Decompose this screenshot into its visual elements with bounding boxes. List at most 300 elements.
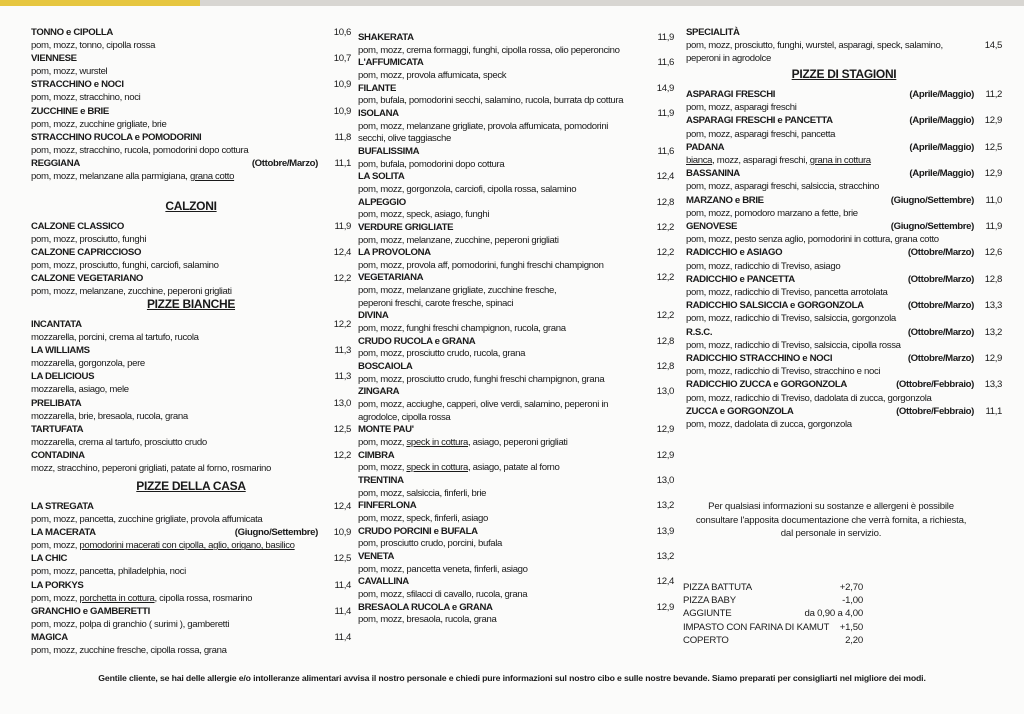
item-price: 10,7: [333, 53, 351, 65]
item-name: RADICCHIO SALSICCIA e GORGONZOLA: [686, 300, 864, 312]
item-price: 11,3: [334, 345, 351, 357]
item-header: [686, 405, 1002, 418]
item-description: [31, 436, 351, 449]
menu-item: [686, 352, 1002, 378]
extra-price: 2,20: [845, 634, 863, 646]
item-name: DIVINA: [358, 310, 389, 322]
item-season: (Aprile/Maggio): [909, 89, 974, 100]
item-header: [686, 88, 1002, 101]
description-underlined: bianca: [686, 155, 713, 167]
item-price: 12,2: [333, 319, 351, 330]
item-header: [31, 526, 351, 539]
item-name: LA SOLITA: [358, 171, 405, 183]
description-text: pom, mozz, salsiccia, finferli, brie: [358, 487, 487, 499]
description-text: pom, mozz, pancetta, zucchine grigliate, provola affumicata: [31, 514, 263, 526]
menu-item: [358, 108, 674, 146]
description-text: pom, mozz,: [31, 592, 80, 604]
item-name: BASSANINA: [686, 168, 740, 180]
item-name: GENOVESE: [686, 221, 738, 233]
item-name: LA CHIC: [31, 553, 68, 565]
menu-section: [31, 26, 351, 183]
item-price: 10,9: [333, 79, 351, 91]
description-text: pom, mozz, radicchio di Treviso, pancetta arrotolata: [686, 287, 888, 299]
item-season: (Ottobre/Marzo): [907, 353, 974, 365]
item-name: CRUDO RUCOLA e GRANA: [358, 335, 476, 347]
section-heading: PIZZE BIANCHE: [146, 297, 236, 311]
description-text: pom, mozz, prosciutto crudo, funghi freschi champignon, grana: [358, 373, 605, 385]
description-text: pom, mozz, radicchio di Treviso, salsiccia, gorgonzola: [686, 313, 896, 325]
description-text: pom, mozz, sfilacci di cavallo, rucola, grana: [358, 588, 528, 600]
description-text: , asiago, peperoni grigliati: [468, 437, 568, 448]
description-underlined: speck in cottura: [406, 437, 468, 448]
item-header: [31, 552, 351, 565]
description-text: pom, prosciutto crudo, porcini, bufala: [358, 538, 503, 550]
item-name: ALPEGGIO: [358, 196, 406, 208]
menu-item: [358, 500, 674, 525]
extra-label: COPERTO: [683, 634, 729, 646]
menu-item: [358, 551, 674, 576]
description-underlined: speck in cottura: [406, 462, 468, 474]
menu-item: [31, 552, 351, 578]
item-description: [686, 154, 1002, 167]
item-name: RADICCHIO ZUCCA e GORGONZOLA: [686, 379, 847, 391]
menu-item: [686, 299, 1002, 325]
item-header: [358, 602, 674, 615]
item-header: [31, 220, 351, 233]
item-header: [686, 194, 1002, 207]
item-name: PRELIBATA: [31, 397, 82, 409]
menu-section: [31, 478, 351, 657]
item-name: STRACCHINO RUCOLA e POMODORINI: [31, 131, 202, 143]
description-text: pom, mozz, provola aff, pomodorini, funghi freschi champignon: [358, 259, 604, 271]
menu-item: [358, 424, 674, 449]
item-name: FINFERLONA: [358, 500, 417, 512]
menu-item: [31, 131, 351, 157]
description-text: pom, mozz,: [31, 540, 80, 552]
description-text: pom, mozz, radicchio di Treviso, asiago: [686, 260, 841, 272]
item-header: [358, 336, 674, 349]
item-description: [31, 410, 351, 423]
item-description: [358, 614, 674, 627]
description-text: pom, mozz, melanzane alla parmigiana,: [31, 171, 190, 183]
description-text: pom, mozz, polpa di granchio ( surimi ), gamberetti: [31, 618, 230, 630]
item-price: 11,4: [334, 579, 351, 591]
item-price: 12,9: [656, 424, 674, 436]
item-price: 13,3: [984, 300, 1002, 312]
item-name: R.S.C.: [686, 326, 713, 338]
description-text: , mozz, asparagi freschi,: [712, 155, 810, 167]
menu-item: [31, 246, 351, 272]
footer-note: Gentile cliente, se hai delle allergie e/o intolleranze alimentari avvisa il nostro personale e chiedi pure informazioni sul nostro cibo e sulle nostre bevande. Siamo preparati per consigliarti nel migliore dei modi.: [98, 673, 926, 683]
menu-item: [686, 114, 1002, 140]
item-header: [358, 526, 674, 539]
description-text: pom, mozz, stracchino, noci: [31, 92, 141, 104]
item-header: [358, 171, 674, 184]
item-description: [686, 128, 1002, 141]
item-name: CRUDO PORCINI e BUFALA: [358, 525, 478, 537]
item-header: [31, 272, 351, 285]
item-header: [686, 246, 1002, 259]
item-header: [358, 197, 674, 210]
item-name: VEGETARIANA: [358, 272, 424, 284]
item-price: 11,9: [985, 221, 1002, 233]
item-name: STRACCHINO e NOCI: [31, 79, 124, 91]
item-description: [358, 513, 674, 526]
item-description: [31, 462, 351, 475]
item-header: [31, 157, 351, 170]
menu-item: [686, 194, 1002, 220]
item-name: CALZONE CAPRICCIOSO: [31, 247, 142, 259]
menu-item: [31, 370, 351, 396]
item-name: LA PORKYS: [31, 579, 84, 591]
item-header: [31, 105, 351, 118]
menu-item: [358, 32, 674, 57]
item-name: L'AFFUMICATA: [358, 57, 424, 69]
item-description: [358, 45, 674, 58]
menu-item: [31, 272, 351, 298]
item-description: [31, 331, 351, 344]
description-text: pom, mozz, funghi freschi champignon, rucola, grana: [358, 323, 566, 335]
item-price: 12,9: [984, 353, 1002, 365]
item-season: (Aprile/Maggio): [909, 115, 974, 127]
item-price: 13,9: [656, 525, 674, 537]
item-price: 13,3: [984, 379, 1002, 391]
item-description: [358, 462, 674, 475]
item-name: RADICCHIO e PANCETTA: [686, 273, 795, 285]
item-description: [686, 207, 1002, 220]
menu-item: [358, 475, 674, 500]
menu-item: [686, 273, 1002, 299]
item-header: [686, 167, 1002, 180]
item-price: 10,6: [333, 27, 351, 38]
item-header: [31, 26, 351, 39]
description-text: pom, mozz, asparagi freschi, salsiccia, stracchino: [686, 181, 880, 193]
item-header: [686, 352, 1002, 365]
item-name: LA WILLIAMS: [31, 345, 90, 357]
extra-price: -1,00: [842, 595, 863, 607]
item-header: [31, 131, 351, 144]
item-name: CONTADINA: [31, 449, 85, 461]
item-description: [358, 95, 674, 108]
extra-price: +1,50: [839, 621, 863, 633]
description-text: mozzarella, gorgonzola, pere: [31, 358, 145, 370]
extra-price: +2,70: [839, 582, 863, 593]
description-text: pom, mozz, prosciutto, funghi, wurstel, asparagi, speck, salamino, peperoni in agrodolce: [686, 40, 943, 65]
menu-item: [31, 318, 351, 344]
menu-item: [31, 220, 351, 246]
item-description: [31, 357, 351, 370]
menu-item: [358, 222, 674, 247]
item-season: (Ottobre/Marzo): [907, 326, 974, 338]
menu-item: [31, 26, 351, 52]
item-description: [358, 399, 674, 424]
item-header: [686, 299, 1002, 312]
item-price: 12,4: [656, 576, 674, 588]
item-description: [31, 644, 351, 657]
item-price: 12,2: [656, 247, 674, 259]
menu-item: [358, 83, 674, 108]
item-description: [358, 209, 674, 222]
item-name: SPECIALITÀ: [686, 27, 740, 38]
description-text: mozzarella, crema al tartufo, prosciutto crudo: [31, 436, 207, 448]
description-text: pom, mozz,: [358, 462, 407, 474]
item-price: 12,8: [984, 273, 1002, 285]
menu-item: [31, 526, 351, 552]
item-description: [686, 418, 1002, 431]
item-price: 10,9: [333, 527, 351, 539]
item-season: (Ottobre/Marzo): [907, 300, 974, 312]
item-price: 12,9: [984, 115, 1002, 127]
menu-item: [358, 386, 674, 424]
item-name: SHAKERATA: [358, 32, 414, 43]
item-description: [31, 144, 351, 157]
item-description: [686, 312, 1002, 325]
item-header: [686, 273, 1002, 286]
item-header: [358, 475, 674, 488]
menu-item: [358, 197, 674, 222]
item-header: [31, 500, 351, 513]
item-price: 13,0: [333, 397, 351, 409]
item-description: [358, 184, 674, 197]
menu-item: [686, 167, 1002, 193]
description-text: pom, mozz,: [358, 437, 407, 448]
description-text: pom, mozz, melanzane grigliate, provola affumicata, pomodorini secchi, olive taggiasche: [358, 120, 609, 145]
item-description: [358, 121, 674, 146]
item-header: [358, 83, 674, 96]
item-header: [358, 108, 674, 121]
item-header: [358, 386, 674, 399]
item-description: [358, 589, 674, 602]
description-text: pom, mozz, melanzane grigliate, zucchine fresche, peperoni freschi, carote fresche, spinaci: [358, 285, 557, 309]
menu-item: [358, 171, 674, 196]
item-header: [686, 141, 1002, 154]
extra-price: da 0,90 a 4,00: [804, 608, 863, 620]
item-name: ASPARAGI FRESCHI: [686, 89, 776, 100]
item-name: MONTE PAU': [358, 424, 414, 436]
item-price: 12,9: [656, 601, 674, 613]
item-price: 12,4: [333, 247, 351, 259]
item-header: [686, 220, 1002, 233]
item-price: 11,1: [334, 157, 351, 169]
item-name: CALZONE CLASSICO: [31, 221, 125, 232]
item-description: [358, 374, 674, 387]
menu-item: [358, 576, 674, 601]
item-season: (Giugno/Settembre): [890, 221, 974, 233]
item-name: MARZANO e BRIE: [686, 194, 764, 206]
item-price: 12,2: [656, 221, 674, 233]
item-description: [358, 437, 674, 450]
description-text: pom, mozz, radicchio di Treviso, dadolata di zucca, gorgonzola: [686, 392, 932, 404]
menu-item: [31, 423, 351, 449]
extra-item: [683, 634, 863, 647]
item-name: CALZONE VEGETARIANO: [31, 273, 144, 285]
item-name: ZUCCHINE e BRIE: [31, 105, 109, 117]
item-name: VENETA: [358, 550, 395, 562]
item-price: 11,9: [657, 107, 674, 119]
menu-item: [358, 310, 674, 335]
item-price: 12,5: [333, 423, 351, 435]
description-text: pom, mozz, prosciutto, funghi: [31, 234, 147, 246]
item-header: [686, 114, 1002, 127]
extra-item: [683, 581, 863, 594]
menu-item: [31, 631, 351, 657]
menu-item: [686, 88, 1002, 114]
description-underlined: pomodorini macerati con cipolla, aglio, origano, basilico: [79, 540, 295, 552]
item-name: GRANCHIO e GAMBERETTI: [31, 605, 150, 617]
item-header: [31, 246, 351, 259]
item-header: [358, 576, 674, 589]
item-description: [686, 39, 1002, 65]
item-header: [686, 378, 1002, 391]
item-header: [31, 370, 351, 383]
item-price: 12,8: [656, 196, 674, 208]
item-season: (Aprile/Maggio): [909, 141, 974, 153]
item-description: [686, 101, 1002, 114]
description-text: pom, mozz, provola affumicata, speck: [358, 69, 507, 81]
item-name: CAVALLINA: [358, 576, 409, 588]
item-name: INCANTATA: [31, 319, 82, 330]
item-season: (Giugno/Settembre): [234, 527, 318, 539]
description-text: pom, mozz, radicchio di Treviso, salsiccia, cipolla rossa: [686, 339, 901, 351]
item-season: (Ottobre/Marzo): [251, 157, 318, 169]
item-price: 14,5: [984, 40, 1002, 51]
item-description: [358, 323, 674, 336]
item-price: 12,6: [984, 247, 1002, 259]
item-season: (Aprile/Maggio): [909, 168, 974, 180]
description-text: pom, mozz, acciughe, capperi, olive verdi, salamino, peperoni in agrodolce, cipolla rossa: [358, 399, 609, 423]
item-name: TRENTINA: [358, 474, 404, 486]
item-name: TARTUFATA: [31, 423, 84, 435]
menu-item: [31, 449, 351, 475]
description-text: pom, mozz, pancetta, philadelphia, noci: [31, 566, 186, 578]
item-price: 12,2: [333, 273, 351, 285]
item-header: [358, 57, 674, 70]
description-text: pom, mozz, pancetta veneta, finferli, asiago: [358, 563, 528, 575]
item-description: [31, 39, 351, 52]
item-price: 10,9: [333, 105, 351, 117]
item-price: 11,3: [334, 371, 351, 383]
item-price: 12,4: [333, 501, 351, 512]
description-underlined: grana cotto: [189, 171, 235, 183]
menu-item: [686, 141, 1002, 167]
description-text: pom, bufala, pomodorini secchi, salamino, rucola, burrata dp cottura: [358, 95, 624, 107]
item-header: [358, 450, 674, 463]
item-name: FILANTE: [358, 82, 397, 94]
item-price: 11,9: [334, 221, 351, 232]
item-name: ASPARAGI FRESCHI e PANCETTA: [686, 115, 833, 127]
menu-item: [358, 336, 674, 361]
item-price: 12,9: [656, 449, 674, 461]
item-price: 12,2: [656, 272, 674, 284]
menu-section: [31, 198, 351, 299]
menu-section: [686, 26, 1002, 66]
item-header: [686, 26, 1002, 39]
menu-item: [358, 272, 674, 310]
menu-item: [31, 52, 351, 78]
background-edge: [0, 0, 200, 6]
item-header: [358, 310, 674, 323]
item-price: 13,0: [656, 386, 674, 398]
description-text: pom, mozz, speck, finferli, asiago: [358, 512, 488, 524]
item-description: [31, 513, 351, 526]
menu-item: [686, 405, 1002, 431]
section-heading: PIZZE DI STAGIONI: [791, 67, 897, 81]
item-description: [31, 65, 351, 78]
description-text: pom, mozz, crema formaggi, funghi, cipolla rossa, olio peperoncino: [358, 44, 620, 56]
description-text: pom, mozz, prosciutto crudo, rucola, grana: [358, 348, 526, 360]
item-name: BRESAOLA RUCOLA e GRANA: [358, 601, 493, 613]
extra-label: PIZZA BABY: [683, 595, 736, 607]
extra-label: PIZZA BATTUTA: [683, 582, 753, 593]
description-text: pom, mozz, prosciutto, funghi, carciofi, salamino: [31, 260, 219, 272]
allergen-note: Per qualsiasi informazioni su sostanze e allergeni è possibile consultare l'apposita documentazione che verrà fornita, a richiesta, dal personale in servizio.: [695, 501, 967, 539]
item-description: [358, 348, 674, 361]
description-text: pom, mozz, melanzane, zucchine, peperoni grigliati: [358, 234, 559, 246]
item-description: [686, 180, 1002, 193]
item-price: 12,2: [656, 310, 674, 322]
item-name: VIENNESE: [31, 53, 77, 65]
item-description: [31, 170, 351, 183]
item-price: 11,4: [334, 605, 351, 617]
menu-item: [358, 526, 674, 551]
description-text: pom, mozz, wurstel: [31, 66, 108, 78]
item-header: [31, 631, 351, 644]
item-season: (Ottobre/Febbraio): [896, 379, 974, 391]
item-price: 12,8: [656, 361, 674, 373]
background-edge: [200, 0, 1024, 6]
item-name: BOSCAIOLA: [358, 361, 413, 373]
item-description: [358, 488, 674, 501]
extra-label: IMPASTO CON FARINA DI KAMUT: [683, 621, 830, 633]
item-name: ZUCCA e GORGONZOLA: [686, 405, 794, 417]
item-description: [686, 339, 1002, 352]
item-name: PADANA: [686, 141, 725, 153]
item-price: 12,9: [984, 168, 1002, 180]
menu-item: [686, 326, 1002, 352]
item-price: 13,2: [656, 550, 674, 562]
description-text: pom, mozz, pomodoro marzano a fette, brie: [686, 207, 858, 219]
item-description: [686, 260, 1002, 273]
item-description: [686, 392, 1002, 405]
description-text: , asiago, patate al forno: [468, 462, 560, 474]
item-price: 12,4: [656, 171, 674, 183]
item-season: (Ottobre/Marzo): [907, 247, 974, 259]
item-price: 13,0: [656, 474, 674, 486]
item-name: LA PROVOLONA: [358, 247, 431, 259]
item-description: [358, 70, 674, 83]
description-text: pom, mozz, stracchino, rucola, pomodorini dopo cottura: [31, 144, 249, 156]
item-name: MAGICA: [31, 631, 68, 643]
description-text: pom, mozz, radicchio di Treviso, stracchino e noci: [686, 366, 881, 378]
item-header: [686, 326, 1002, 339]
description-text: mozzarella, brie, bresaola, rucola, grana: [31, 410, 188, 422]
menu-item: [358, 146, 674, 171]
menu-item: [31, 105, 351, 131]
menu-section: [358, 32, 674, 627]
item-header: [358, 247, 674, 260]
description-text: pom, mozz, speck, asiago, funghi: [358, 209, 490, 221]
item-description: [31, 233, 351, 246]
description-underlined: porchetta in cottura: [79, 592, 155, 604]
menu-item: [31, 579, 351, 605]
item-description: [358, 260, 674, 273]
extras-list: [683, 581, 863, 647]
item-header: [358, 361, 674, 374]
menu-item: [31, 78, 351, 104]
item-header: [358, 32, 674, 45]
item-name: CIMBRA: [358, 449, 395, 461]
description-text: pom, mozz, bresaola, rucola, grana: [358, 614, 497, 626]
